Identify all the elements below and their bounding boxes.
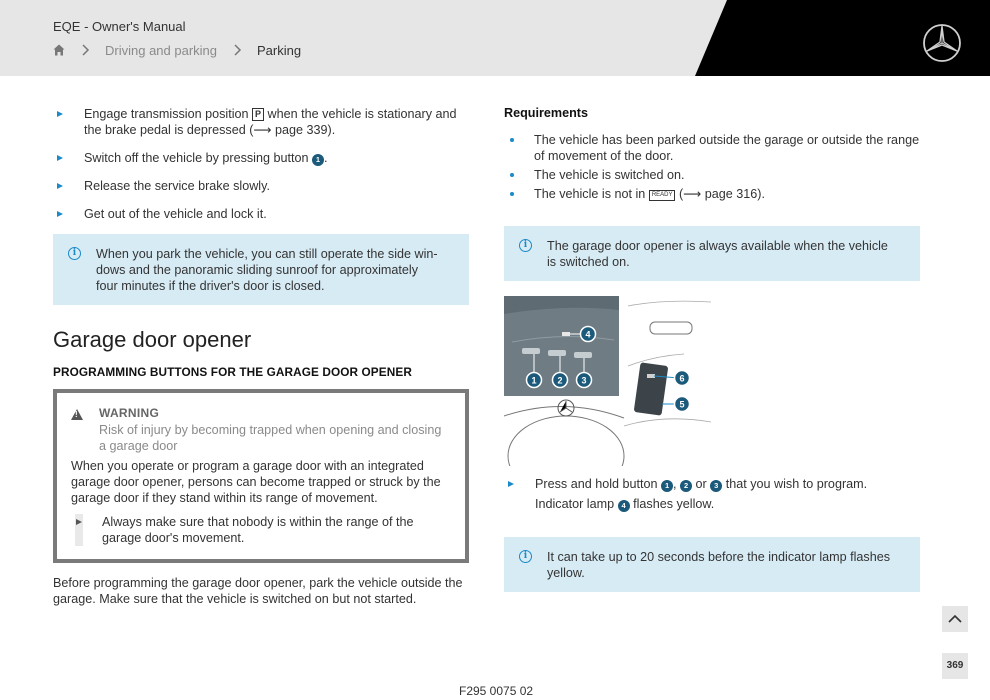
scroll-to-top-button[interactable] [942,606,968,632]
callout-4 [581,327,596,342]
callout-3 [577,373,592,388]
warning-triangle-icon [71,409,83,420]
svg-text:4: 4 [585,329,591,340]
callout-number: 1 [661,480,673,492]
step-press-button: Press and hold button 1 , 2 or 3 that you wish to program. [504,476,920,492]
callout-1 [527,373,542,388]
callout-2 [553,373,568,388]
info-icon: i [519,550,532,563]
step-arrow-icon [57,211,63,217]
callout-number: 1 [312,154,324,166]
warning-box [53,389,469,563]
bullet-dot [510,173,514,177]
info-icon: i [519,239,532,252]
figure-caption: F295 0075 02 [459,684,534,698]
step-get-out: Get out of the vehicle and lock it. [53,206,469,222]
page-number: 369 [942,653,968,679]
warning-title: WARNING [99,406,160,420]
step-arrow-icon [76,519,82,525]
info-icon: i [68,247,81,260]
intro-paragraph: Before programming the garage door opener, park the vehicle outside the garage. Make sure that the vehicle is switched on but not started. [53,576,463,606]
step-switch-off: Switch off the vehicle by pressing button 1 . [53,150,469,166]
chevron-right-icon [230,44,246,56]
requirement-item: The vehicle is not in READY (⟶ page 316). [504,186,920,202]
header-bar [0,0,990,76]
info-box-availability: i The garage door opener is always available when the vehicle is switched on. [504,226,920,281]
warning-step: Always make sure that nobody is within the range of the garage door's movement. [71,514,455,546]
bullet-dot [510,192,514,196]
requirement-item: The vehicle has been parked outside the garage or outside the range of movement of the door. [504,132,920,164]
callout-number: 4 [618,500,630,512]
left-column [53,100,469,607]
breadcrumb-parking: Parking [257,42,302,58]
park-key: P [252,108,264,121]
manual-title: EQE - Owner's Manual [53,19,186,34]
mercedes-star-logo[interactable] [922,23,962,63]
callout-6 [675,371,690,386]
svg-text:3: 3 [581,375,587,386]
breadcrumb [53,42,301,58]
step-result: Indicator lamp 4 flashes yellow. [535,497,715,511]
info-box-windows: i When you park the vehicle, you can still operate the side win- dows and the panoramic sliding sunroof for approximately four minutes if the driver's door is closed. [53,234,469,305]
requirement-item: The vehicle is switched on. [504,167,920,183]
home-icon[interactable] [53,44,65,56]
callout-5 [675,397,690,412]
callout-number: 2 [680,480,692,492]
step-engage-park: Engage transmission position P when the vehicle is stationary and the brake pedal is depressed (⟶ page 339). [53,106,469,138]
callout-number: 3 [710,480,722,492]
chevron-right-icon [78,44,94,56]
bullet-dot [510,138,514,142]
warning-subtitle: Risk of injury by becoming trapped when opening and closing a garage door [99,423,442,453]
subsection-title: PROGRAMMING BUTTONS FOR THE GARAGE DOOR OPENER [53,365,412,379]
breadcrumb-driving-and-parking[interactable]: Driving and parking [105,42,218,58]
svg-text:2: 2 [557,375,563,386]
step-arrow-icon [508,481,514,487]
ready-indicator: READY [649,190,676,201]
step-arrow-icon [57,183,63,189]
step-arrow-icon [57,155,63,161]
svg-text:1: 1 [531,375,537,386]
info-box-indicator: i It can take up to 20 seconds before the indicator lamp flashes yellow. [504,537,920,592]
svg-text:6: 6 [679,373,685,384]
right-lower [504,476,920,592]
section-title: Garage door opener [53,327,252,352]
step-release-brake: Release the service brake slowly. [53,178,469,194]
step-arrow-icon [57,111,63,117]
right-column [504,100,920,281]
garage-opener-illustration [504,296,711,466]
warning-body: When you operate or program a garage door with an integrated garage door opener, persons can become trapped or struck by the garage door if they stand within its range of movement. [71,459,441,505]
svg-text:5: 5 [679,399,685,410]
requirements-title: Requirements [504,106,588,120]
chevron-up-icon [942,606,968,632]
